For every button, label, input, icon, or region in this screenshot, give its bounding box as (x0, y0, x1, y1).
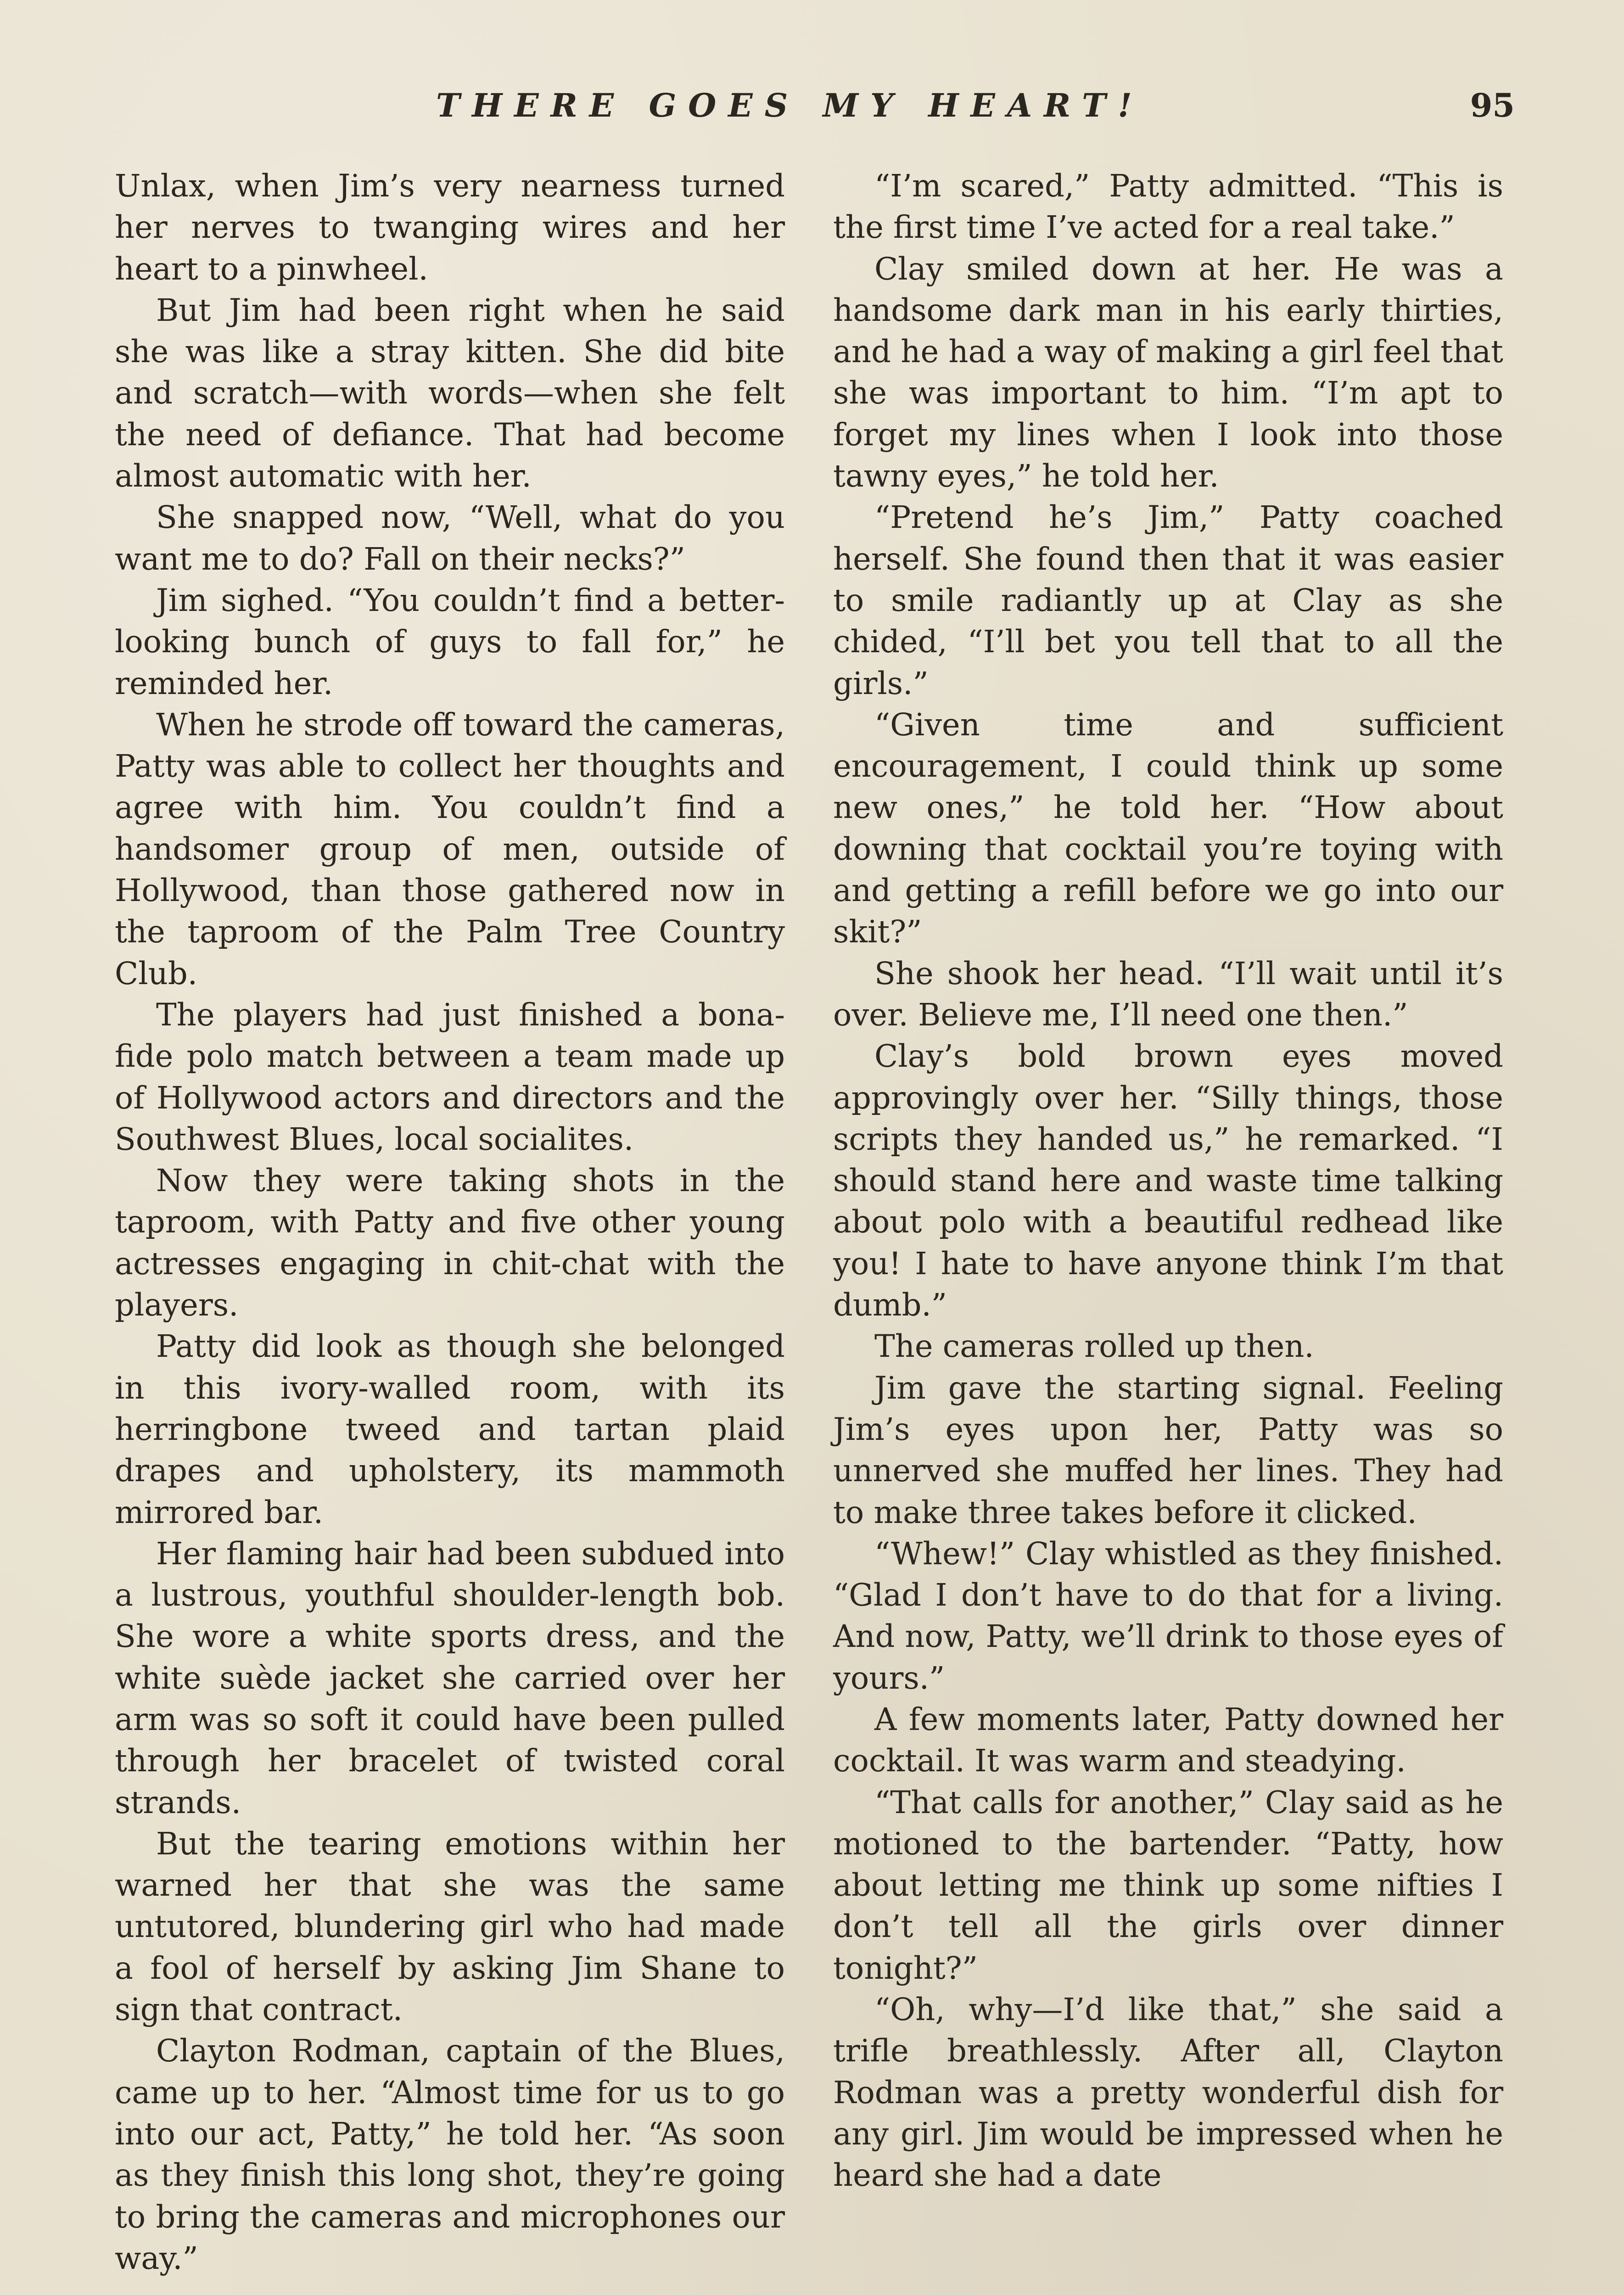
paragraph: Clayton Rodman, captain of the Blues, came up to her. “Almost time for us to go into our act, Patty,” he told her. “As soon as they finish this long shot, they’re going to bring the cameras and microphones our way.” (115, 2033, 785, 2276)
page-number: 95 (1470, 86, 1515, 124)
paragraph: Unlax, when Jim’s very nearness turned her nerves to twanging wires and her heart to a pinwheel. (115, 168, 785, 287)
running-title: THERE GOES MY HEART! (436, 86, 1144, 124)
paragraph: Clay smiled down at her. He was a handsome dark man in his early thirties, and he had a way of making a girl feel that she was important to him. “I’m apt to forget my lines when I look into those tawny eyes,” he told her. (833, 251, 1503, 494)
paragraph: She shook her head. “I’ll wait until it’s over. Believe me, I’ll need one then.” (833, 955, 1503, 1033)
paragraph: “Whew!” Clay whistled as they finished. “Glad I don’t have to do that for a living. And now, Patty, we’ll drink to those eyes of yours.” (833, 1535, 1503, 1696)
paragraph: Jim sighed. “You couldn’t find a better-looking bunch of guys to fall for,” he reminded her. (115, 582, 785, 701)
paragraph: She snapped now, “Well, what do you want me to do? Fall on their necks?” (115, 499, 785, 577)
left-column (115, 165, 785, 2279)
paragraph: “I’m scared,” Patty admitted. “This is the first time I’ve acted for a real take.” (833, 168, 1503, 246)
page-header (115, 83, 1515, 142)
paragraph: “Given time and sufficient encouragement, I could think up some new ones,” he told her. “How about downing that cocktail you’re toying with and getting a refill before we go into our skit?” (833, 706, 1503, 950)
paragraph: “Oh, why—I’d like that,” she said a trifle breathlessly. After all, Clayton Rodman was a pretty wonderful dish for any girl. Jim would be impressed when he heard she had a date (833, 1992, 1503, 2194)
paragraph: Clay’s bold brown eyes moved approvingly over her. “Silly things, those scripts they handed us,” he remarked. “I should stand here and waste time talking about polo with a beautiful redhead like you! I hate to have anyone think I’m that dumb.” (833, 1038, 1503, 1323)
paragraph: Patty did look as though she belonged in this ivory-walled room, with its herringbone tweed and tartan plaid drapes and upholstery, its mammoth mirrored bar. (115, 1328, 785, 1530)
paragraph: “Pretend he’s Jim,” Patty coached herself. She found then that it was easier to smile radiantly up at Clay as she chided, “I’ll bet you tell that to all the girls.” (833, 499, 1503, 701)
right-column (833, 165, 1503, 2196)
paragraph: Jim gave the starting signal. Feeling Jim’s eyes upon her, Patty was so unnerved she muffed her lines. They had to make three takes before it clicked. (833, 1370, 1503, 1530)
paragraph: The players had just finished a bona-fide polo match between a team made up of Hollywood actors and directors and the Southwest Blues, local socialites. (115, 996, 785, 1157)
paragraph: Now they were taking shots in the taproom, with Patty and five other young actresses engaging in chit-chat with the players. (115, 1163, 785, 1323)
paragraph: The cameras rolled up then. (874, 1328, 1314, 1365)
paragraph: When he strode off toward the cameras, Patty was able to collect her thoughts and agree with him. You couldn’t find a handsomer group of men, outside of Hollywood, than those gathered now in the taproom of the Palm Tree Country Club. (115, 706, 785, 991)
paragraph: Her flaming hair had been subdued into a lustrous, youthful shoulder-length bob. She wore a white sports dress, and the white suède jacket she carried over her arm was so soft it could have been pulled through her bracelet of twisted coral strands. (115, 1535, 785, 1820)
paragraph: But Jim had been right when he said she was like a stray kitten. She did bite and scratch—with words—when she felt the need of defiance. That had become almost automatic with her. (115, 292, 785, 494)
paragraph: “That calls for another,” Clay said as he motioned to the bartender. “Patty, how about letting me think up some nifties I don’t tell all the girls over dinner tonight?” (833, 1784, 1503, 1986)
paragraph: A few moments later, Patty downed her cocktail. It was warm and steadying. (833, 1701, 1503, 1779)
paragraph: But the tearing emotions within her warned her that she was the same untutored, blundering girl who had made a fool of herself by asking Jim Shane to sign that contract. (115, 1825, 785, 2028)
